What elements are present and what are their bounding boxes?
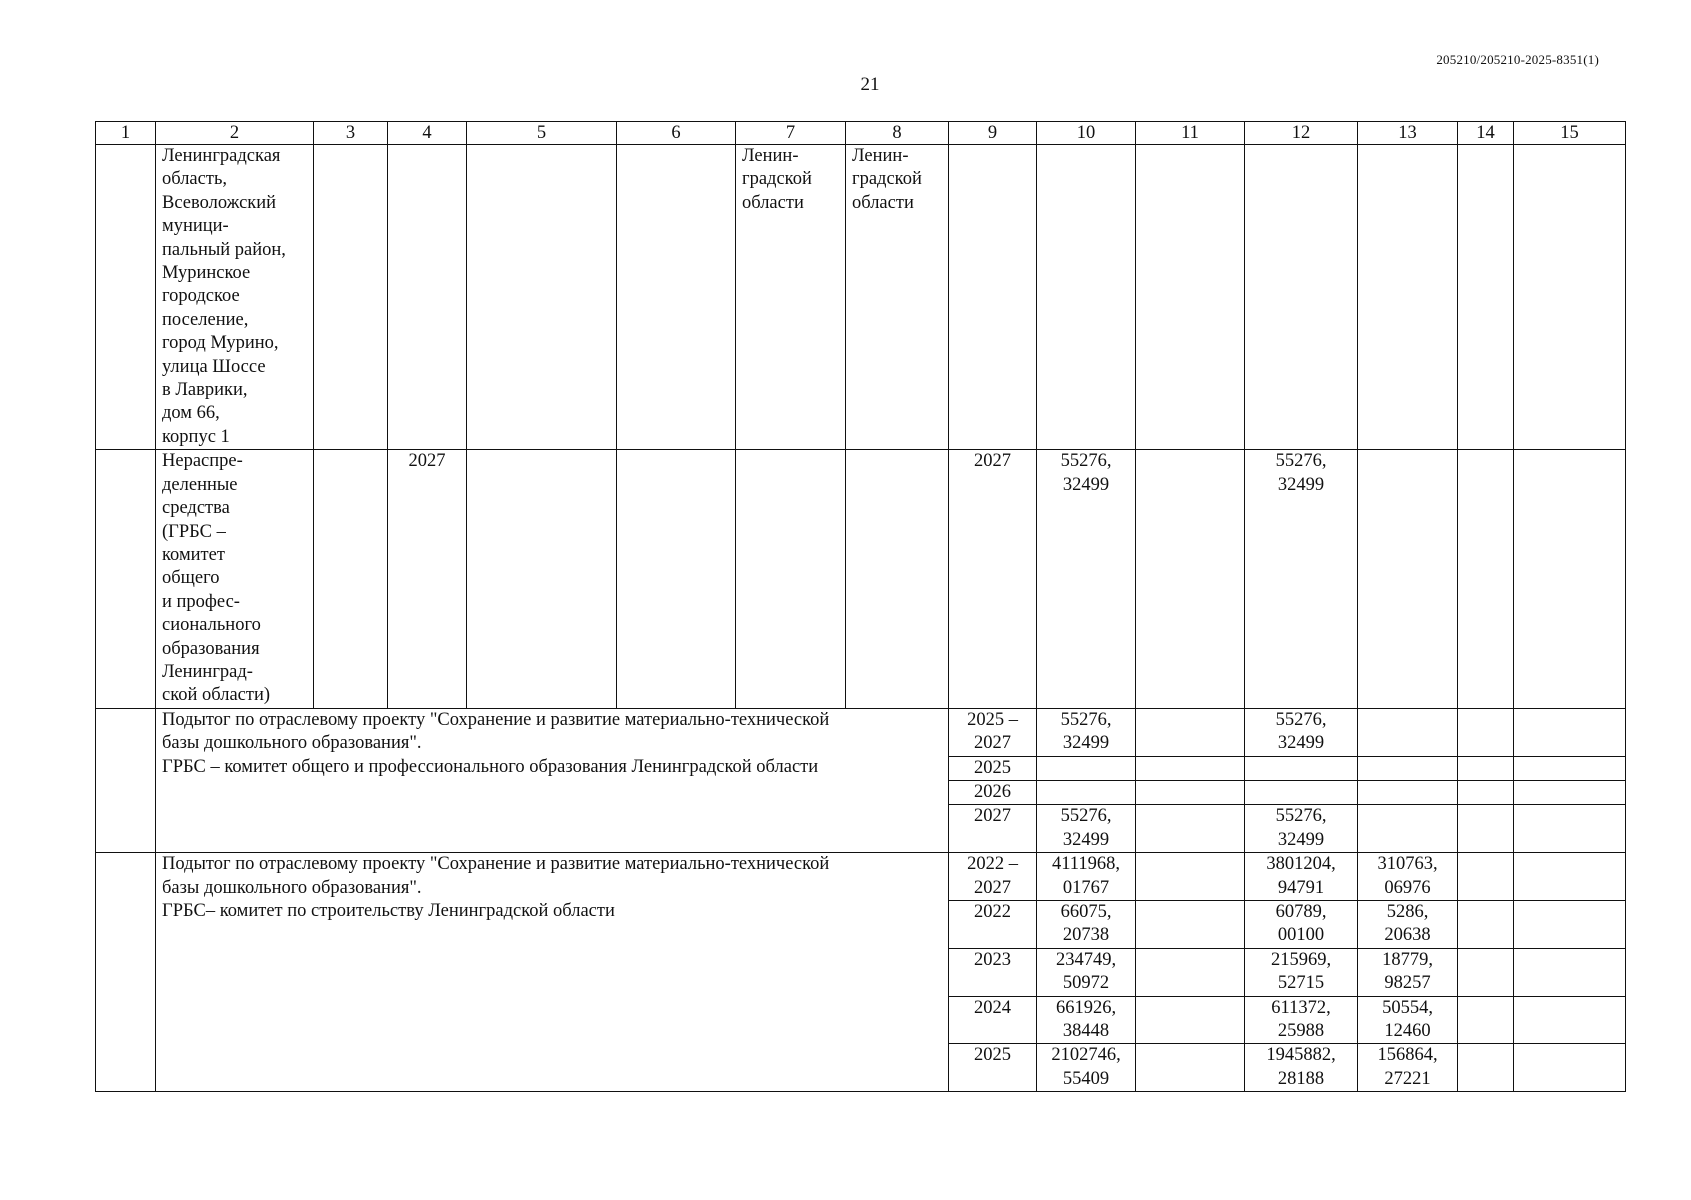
amount-local: 50554, 12460 — [1358, 996, 1458, 1044]
column-header-14: 14 — [1458, 122, 1514, 145]
amount-total: 55276, 32499 — [1037, 708, 1136, 756]
amount-regional: 55276, 32499 — [1245, 708, 1358, 756]
column-header-13: 13 — [1358, 122, 1458, 145]
amount-regional: 215969, 52715 — [1245, 948, 1358, 996]
period-cell: 2026 — [949, 780, 1037, 804]
column-header-11: 11 — [1136, 122, 1245, 145]
column-header-1: 1 — [96, 122, 156, 145]
document-id: 205210/205210-2025-8351(1) — [1436, 52, 1599, 67]
page-number: 21 — [860, 74, 880, 95]
budget-table — [95, 121, 1626, 1092]
amount-regional: 55276, 32499 — [1245, 805, 1358, 853]
amount-regional: 3801204, 94791 — [1245, 853, 1358, 901]
amount-total: 4111968, 01767 — [1037, 853, 1136, 901]
table-row — [96, 145, 1626, 450]
amount-local: 18779, 98257 — [1358, 948, 1458, 996]
amount-total: 55276, 32499 — [1037, 805, 1136, 853]
period-cell: 2025 — [949, 1044, 1037, 1092]
amount-local — [1358, 708, 1458, 756]
amount-regional: 1945882, 28188 — [1245, 1044, 1358, 1092]
column-header-5: 5 — [467, 122, 617, 145]
column-header-12: 12 — [1245, 122, 1358, 145]
column-header-10: 10 — [1037, 122, 1136, 145]
amount-local: 156864, 27221 — [1358, 1044, 1458, 1092]
amount-total: 55276, 32499 — [1037, 450, 1136, 708]
amount-total: 234749, 50972 — [1037, 948, 1136, 996]
column-header-3: 3 — [314, 122, 388, 145]
period-cell: 2025 – 2027 — [949, 708, 1037, 756]
amount-total: 661926, 38448 — [1037, 996, 1136, 1044]
column-header-7: 7 — [736, 122, 846, 145]
subtotal-row — [96, 708, 1626, 756]
period-cell: 2027 — [949, 450, 1037, 708]
amount-regional: 60789, 00100 — [1245, 901, 1358, 949]
unallocated-funds-label: Нераспре- деленные средства (ГРБС – комитет общего и профес- сионального образования Ленинград- ской области) — [156, 450, 314, 708]
column-header-2: 2 — [156, 122, 314, 145]
period-cell: 2027 — [949, 805, 1037, 853]
period-cell: 2022 – 2027 — [949, 853, 1037, 901]
amount-total: 66075, 20738 — [1037, 901, 1136, 949]
object-address: Ленинградская область, Всеволожский муници- пальный район, Муринское городское поселение, город Мурино, улица Шоссе в Лаврики, дом 66, корпус 1 — [156, 145, 314, 450]
year-cell: 2027 — [388, 450, 467, 708]
period-cell: 2023 — [949, 948, 1037, 996]
column-number-row — [96, 122, 1626, 145]
period-cell: 2025 — [949, 756, 1037, 780]
subtotal-label: Подытог по отраслевому проекту "Сохранение и развитие материально-технической базы дошкольного образования". ГРБС – комитет общего и профессионального образования Ленинградской области — [156, 708, 949, 852]
amount-regional: 55276, 32499 — [1245, 450, 1358, 708]
column-header-15: 15 — [1514, 122, 1626, 145]
subtotal-label: Подытог по отраслевому проекту "Сохранение и развитие материально-технической базы дошкольного образования". ГРБС– комитет по строительству Ленинградской области — [156, 853, 949, 1092]
amount-total: 2102746, 55409 — [1037, 1044, 1136, 1092]
subtotal-row — [96, 853, 1626, 901]
amount-local: 5286, 20638 — [1358, 901, 1458, 949]
period-cell: 2022 — [949, 901, 1037, 949]
region-cell: Ленин- градской области — [846, 145, 949, 450]
region-cell: Ленин- градской области — [736, 145, 846, 450]
column-header-8: 8 — [846, 122, 949, 145]
column-header-9: 9 — [949, 122, 1037, 145]
amount-regional: 611372, 25988 — [1245, 996, 1358, 1044]
column-header-6: 6 — [617, 122, 736, 145]
period-cell: 2024 — [949, 996, 1037, 1044]
amount-local: 310763, 06976 — [1358, 853, 1458, 901]
table-row — [96, 450, 1626, 708]
column-header-4: 4 — [388, 122, 467, 145]
